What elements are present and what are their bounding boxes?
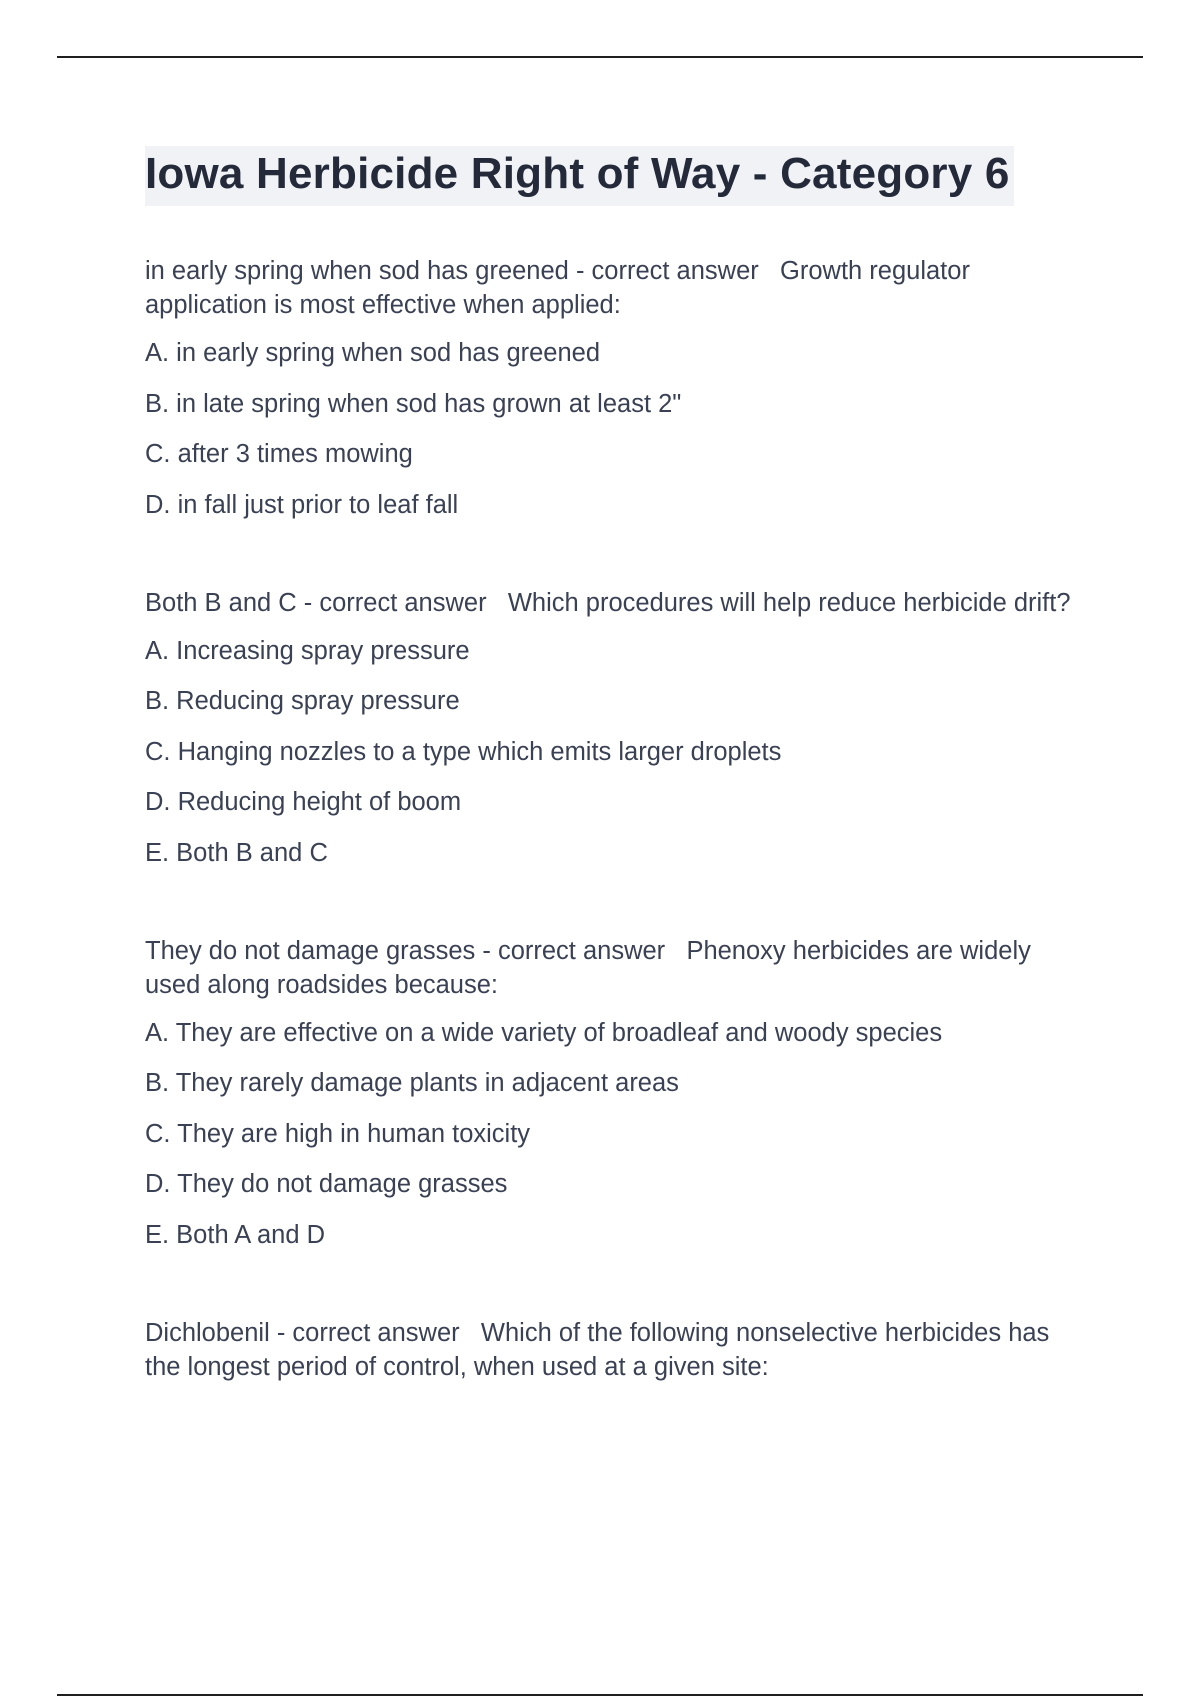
document-title: Iowa Herbicide Right of Way - Category 6 xyxy=(145,146,1014,206)
qa-answer-marker: - correct answer xyxy=(276,1318,460,1347)
qa-option: B. Reducing spray pressure xyxy=(145,687,460,715)
qa-question: Which procedures will help reduce herbicide drift? xyxy=(507,588,1071,617)
qa-option: E. Both B and C xyxy=(145,838,328,867)
qa-item xyxy=(145,254,1090,522)
qa-question: Which of the following nonselective herbicides has the longest period of control, when used at a given site: xyxy=(145,1318,1050,1381)
bottom-rule xyxy=(57,1694,1143,1696)
qa-option: D. They do not damage grasses xyxy=(145,1170,508,1198)
qa-option: C. They are high in human toxicity xyxy=(145,1119,531,1148)
qa-answer-marker: - correct answer xyxy=(303,588,487,617)
qa-answer: They do not damage grasses xyxy=(145,936,476,965)
qa-answer: in early spring when sod has greened xyxy=(145,257,569,285)
qa-question: Phenoxy herbicides are widely used along roadsides because: xyxy=(145,936,1031,999)
qa-option: A. in early spring when sod has greened xyxy=(145,339,601,367)
qa-prompt xyxy=(145,586,1090,620)
qa-option: D. in fall just prior to leaf fall xyxy=(145,490,459,519)
qa-option: D. Reducing height of boom xyxy=(145,788,462,816)
qa-item xyxy=(145,934,1090,1252)
qa-option: B. in late spring when sod has grown at least 2" xyxy=(145,389,682,418)
qa-answer: Both B and C xyxy=(145,588,297,617)
qa-option: E. Both A and D xyxy=(145,1220,326,1249)
qa-item xyxy=(145,1316,1090,1384)
qa-item xyxy=(145,586,1090,870)
qa-prompt xyxy=(145,934,1090,1002)
qa-option: A. They are effective on a wide variety of broadleaf and woody species xyxy=(145,1018,943,1047)
qa-prompt xyxy=(145,254,1090,322)
qa-answer-marker: - correct answer xyxy=(482,936,666,965)
qa-question: Growth regulator application is most effective when applied: xyxy=(145,257,970,319)
qa-option: C. Hanging nozzles to a type which emits larger droplets xyxy=(145,737,782,766)
qa-option: A. Increasing spray pressure xyxy=(145,636,470,665)
qa-answer: Dichlobenil xyxy=(145,1318,270,1347)
qa-option: C. after 3 times mowing xyxy=(145,440,413,468)
qa-answer-marker: - correct answer xyxy=(575,257,759,285)
document-body xyxy=(145,146,1090,1398)
qa-prompt xyxy=(145,1316,1090,1384)
qa-option: B. They rarely damage plants in adjacent areas xyxy=(145,1069,679,1097)
top-rule xyxy=(57,56,1143,58)
